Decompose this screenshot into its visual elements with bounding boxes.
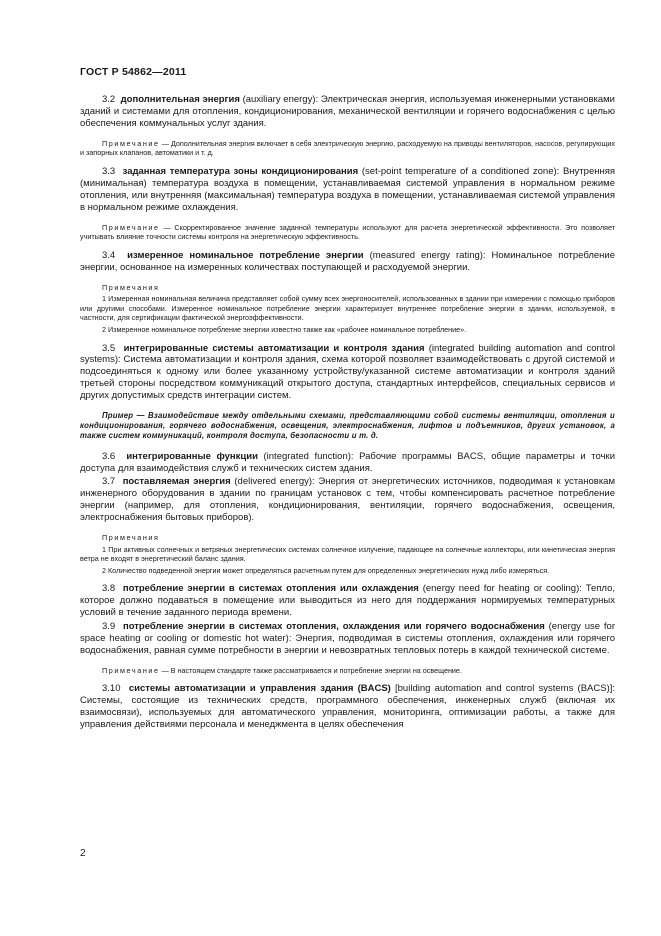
note-item: 2 Измеренное номинальное потребление энергии известно также как «рабочее номинальное потребление».	[102, 324, 467, 334]
term-name: интегрированные функции	[126, 450, 258, 462]
note: Примечание — Скорректированное значение заданной температуры используют для расчета энергетической эффективности. Это позволяет учитывать влияние точности системы контроля на энергетическую эффективность.	[80, 222, 615, 242]
page-number: 2	[80, 848, 86, 859]
note: Примечание — В настоящем стандарте также рассматривается и потребление энергии на освещение.	[102, 665, 462, 675]
document-header: ГОСТ Р 54862—2011	[80, 66, 187, 78]
term-3-7: 3.7 поставляемая энергия (delivered energy): Энергия от энергетических источников, подводимая к установкам инженерного оборудования в здании по границам установок с тем, чтобы компенсировать расчетное потребление энергии (например, для отопления, кондиционирования, вентиляции, горячего водоснабжения, освещения, электроснабжения бытовых приборов).	[80, 476, 615, 524]
note: Примечание — Дополнительная энергия включает в себя электрическую энергию, расходуемую на приводы вентиляторов, насосов, регулирующих и запорных клапанов, автоматики и т. д.	[80, 138, 615, 158]
note-item: 1 При активных солнечных и ветряных энергетических системах солнечное излучение, падающее на солнечные коллекторы, или кинетическая энергия ветра не входят в энергетический баланс здания.	[80, 544, 615, 564]
note-item: 2 Количество подведенной энергии может определяться расчетным путем для определенных энергетических нужд либо измеряться.	[102, 565, 550, 575]
term-name: измеренное номинальное потребление энергии	[127, 249, 364, 261]
term-3-4: 3.4 измеренное номинальное потребление энергии (measured energy rating): Номинальное потребление энергии, основанное на измеренных количествах поступающей и расходуемой энергии.	[80, 249, 616, 273]
term-name: потребление энергии в системах отопления или охлаждения	[122, 583, 419, 595]
document-body	[80, 94, 615, 740]
term-name: системы автоматизации и управления здания (BACS)	[128, 683, 391, 695]
notes-heading: Примечания	[102, 533, 160, 543]
term-3-5: 3.5 интегрированные системы автоматизации и контроля здания (integrated building automation and control systems): Система автоматизации и контроля здания, схема которой позволяет взаимодействовать с другой системой и подсоединяться к одному или более указанному устройству/указанной системе автоматизации и контроля зданий третьей стороны посредством коммуникаций открытого доступа, стандартных интерфейсов, специальных сервисов и других допустимых средств интеграции систем.	[80, 342, 615, 402]
term-name: заданная температура зоны кондиционирования	[122, 165, 359, 177]
term-3-2: 3.2 дополнительная энергия (auxiliary energy): Электрическая энергия, используемая инженерными установками зданий и системами для отопления, кондиционирования, механической вентиляции и горячего водоснабжения с целью обеспечения коммунальных услуг здания.	[80, 94, 615, 129]
example: Пример — Взаимодействие между отдельными схемами, представляющими собой системы вентиляции, отопления и кондиционирования, горячего водоснабжения, освещения, электроснабжения, лифтов и подъемников, других установок, а также систем коммуникаций, контроля доступа, безопасности и т. д.	[80, 411, 615, 441]
term-3-6: 3.6 интегрированные функции (integrated function): Рабочие программы BACS, общие параметры и точки доступа для взаимодействия служб и технических систем здания.	[80, 450, 615, 474]
notes-heading: Примечания	[102, 282, 160, 292]
term-name: интегрированные системы автоматизации и контроля здания	[123, 342, 425, 354]
term-3-8: 3.8 потребление энергии в системах отопления или охлаждения (energy need for heating or cooling): Тепло, которое должно подаваться в помещение или выводиться из него для поддержания нормируемых температурных условий в течение заданного периода времени.	[80, 583, 616, 619]
term-name: потребление энергии в системах отопления, охлаждения или горячего водоснабжения	[122, 621, 545, 633]
term-3-9: 3.9 потребление энергии в системах отопления, охлаждения или горячего водоснабжения (energy use for space heating or cooling or domestic hot water): Энергия, подводимая в системы отопления, охлаждения или горячего водоснабжения, равная сумме потребности в энергии и невозвратных тепловых потерь в каждой технической системе.	[80, 621, 615, 656]
term-name: дополнительная энергия	[120, 94, 240, 105]
note-item: 1 Измеренная номинальная величина представляет собой сумму всех энергоносителей, использованных в здании при измерении с помощью приборов или другими способами. Измеренное номинальное потребление энергии характеризует внутреннее потребление энергии в здании, используемой, в частности, для сертификации фактической энергоэффективности.	[80, 294, 615, 323]
notes-block	[80, 283, 615, 335]
term-name: поставляемая энергия	[122, 476, 231, 488]
term-3-3: 3.3 заданная температура зоны кондиционирования (set-point temperature of a conditioned zone): Внутренняя (минимальная) температура воздуха в помещении, устанавливаемая системой управления в нормальном режиме отопления, или внутренняя (максимальная) температура воздуха в помещении, устанавливаемая системой управления в нормальном режиме охлаждения.	[80, 165, 616, 213]
term-3-10: 3.10 системы автоматизации и управления здания (BACS) [building automation and control systems (BACS)]: Системы, состоящие из технических средств, программного обеспечения, инженерных служб (включая их взаимосвязи), используемых для автоматического управления, мониторинга, оптимизации работы, а также для управления действиями персонала и менеджмента в целях обеспечения	[80, 683, 616, 731]
notes-block	[80, 533, 615, 575]
